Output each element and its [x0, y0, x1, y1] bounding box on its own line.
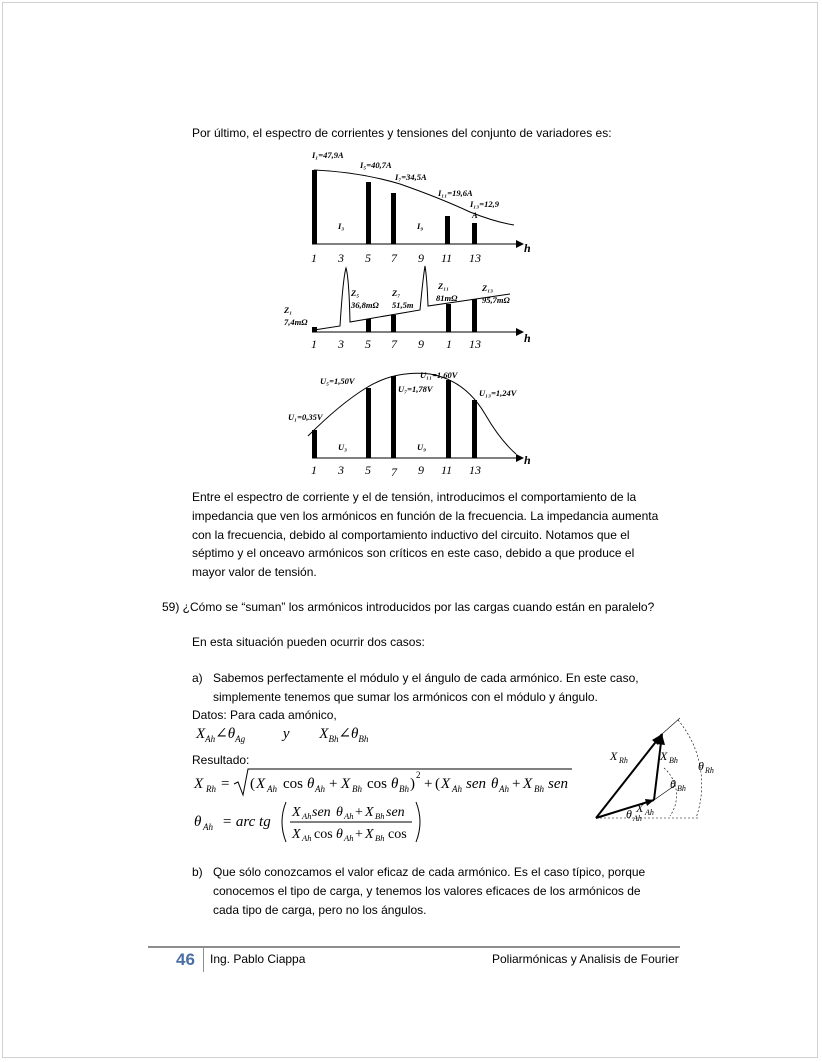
- eq2-plus: +: [355, 827, 363, 842]
- tick-9: 9: [418, 251, 424, 265]
- svg-text:): ): [410, 776, 415, 792]
- label-U11: U₁₁=1,60V: [420, 370, 458, 380]
- bar-U11: [446, 380, 451, 458]
- label-xrh: X: [610, 749, 618, 763]
- label-I13: I₁₃=12,9: [470, 199, 499, 209]
- voltage-figure: [280, 364, 540, 480]
- eq2-sub: Ah: [344, 833, 354, 843]
- label-theta-ah-sub: Ah: [633, 814, 642, 823]
- label-Z13: Z₁₃: [482, 283, 494, 293]
- tick-5: 5: [365, 463, 371, 477]
- label-theta-ah: θ: [626, 807, 632, 821]
- eq2-sub: Bh: [375, 811, 385, 821]
- bar-Z7: [391, 315, 396, 332]
- tick-3: 3: [338, 463, 344, 477]
- tick-7: 7: [391, 337, 397, 351]
- tick-11: 11: [441, 463, 453, 477]
- eq-angle: ∠θ: [215, 726, 236, 742]
- eq1-sub: Ah: [499, 784, 509, 794]
- bar-U13: [472, 400, 477, 458]
- tick-9: 9: [418, 337, 424, 351]
- tick-13: 13: [469, 337, 481, 351]
- tick-1: 1: [311, 251, 317, 265]
- eq2-lhs: θ: [194, 814, 202, 830]
- axis-h: h: [524, 331, 531, 345]
- label-I7: I₇=34,5A: [395, 172, 427, 182]
- label-U1: U₁=0,35V: [288, 412, 323, 422]
- tick-11: 1: [446, 337, 452, 351]
- eq2-x: X: [365, 827, 374, 842]
- eq-x: X: [319, 726, 329, 742]
- eq-x: X: [196, 726, 206, 742]
- axis-h: h: [524, 241, 531, 255]
- label-I1: I₁=47,9A: [312, 150, 344, 160]
- tick-1: 1: [311, 463, 317, 477]
- label-theta-rh-sub: Rh: [705, 766, 714, 775]
- intro-text: Por último, el espectro de corrientes y tensiones del conjunto de variadores es:: [192, 126, 612, 140]
- eq2-x: X: [365, 805, 374, 820]
- eq2-x: X: [292, 805, 301, 820]
- eq1-theta: θ: [307, 776, 315, 792]
- eq1-sub: Bh: [399, 784, 409, 794]
- label-Z1-value: 7,4mΩ: [284, 317, 308, 327]
- eq2-lhs-sub: Ah: [203, 822, 213, 832]
- datos-label: Datos: Para cada amónico,: [192, 708, 337, 722]
- label-Z5: Z₅: [351, 288, 360, 298]
- label-xrh-sub: Rh: [619, 756, 628, 765]
- bar-I13: [472, 223, 477, 244]
- eq1-sub: Bh: [534, 784, 544, 794]
- eq1-x: X: [341, 776, 351, 792]
- paragraph-impedance: Entre el espectro de corriente y el de tensión, introducimos el comportamiento de la impedancia que ven los armónicos en función de la frecuencia. La impedancia aumenta con la frecuencia, debido al comportamiento inductivo del circuito. Notamos que el séptimo y el onceavo armónicos son críticos en este caso, debido a que produce el mayor valor de tensión.: [192, 490, 659, 580]
- bar-Z11: [446, 304, 451, 332]
- eq-y: y: [282, 726, 290, 742]
- datos-equation: [196, 724, 368, 744]
- tick-13: 13: [469, 251, 481, 265]
- eq-sub: Bh: [358, 734, 369, 744]
- eq1-x: X: [523, 776, 533, 792]
- label-U9: U₉: [417, 442, 427, 452]
- question-59: 59) ¿Cómo se “suman” los armónicos introducidos por las cargas cuando están en paralelo?: [162, 600, 655, 614]
- eq2-sen: sen: [312, 805, 331, 820]
- bar-Z5: [366, 319, 371, 332]
- equation-xrh: [190, 766, 580, 798]
- eq2-plus: +: [355, 805, 363, 820]
- eq2-sub: Ah: [302, 833, 312, 843]
- bar-Z1: [312, 327, 317, 332]
- eq1-sen: sen: [548, 776, 568, 792]
- label-U5: U₅=1,50V: [320, 376, 355, 386]
- svg-text:(: (: [435, 776, 440, 792]
- tick-5: 5: [365, 251, 371, 265]
- cases-intro: En esta situación pueden ocurrir dos casos:: [192, 635, 425, 649]
- label-Z7-value: 51,5m: [392, 300, 414, 310]
- eq2-sub: Ah: [344, 811, 354, 821]
- footer-rule: [148, 946, 680, 948]
- label-U7: U₇=1,78V: [398, 384, 433, 394]
- eq1-sub: Ah: [452, 784, 462, 794]
- tick-1: 1: [311, 337, 317, 351]
- tick-7: 7: [391, 251, 397, 265]
- eq1-lhs: X: [194, 776, 204, 792]
- case-a-marker: a): [192, 671, 203, 685]
- label-Z5-value: 36,8mΩ: [351, 300, 379, 310]
- resultado-label: Resultado:: [192, 753, 250, 767]
- footer-title: Poliarmónicas y Analisis de Fourier: [492, 952, 679, 966]
- eq1-plus: +: [329, 776, 338, 792]
- eq1-sub: Bh: [352, 784, 362, 794]
- eq1-square: 2: [416, 770, 421, 780]
- eq2-sen: sen: [386, 805, 405, 820]
- eq2-theta: θ: [336, 805, 343, 820]
- case-b-marker: b): [192, 865, 203, 879]
- current-spectrum-figure: [280, 146, 540, 268]
- eq-sub: Bh: [328, 734, 339, 744]
- label-I3: I₃: [338, 221, 345, 231]
- bar-U5: [366, 388, 371, 458]
- eq2-cos: cos: [314, 827, 333, 842]
- svg-text:(: (: [250, 776, 255, 792]
- eq2-theta: θ: [336, 827, 343, 842]
- label-theta-bh: θ: [670, 777, 676, 791]
- footer-separator: [203, 948, 204, 972]
- bar-I1: [312, 170, 317, 244]
- label-I9: I₉: [417, 221, 424, 231]
- eq1-theta: θ: [391, 776, 399, 792]
- eq1-lhs-sub: Rh: [206, 784, 216, 794]
- eq2-cos: cos: [388, 827, 407, 842]
- label-Z11-value: 81mΩ: [436, 293, 458, 303]
- eq1-equals: =: [221, 776, 230, 792]
- bar-U1: [312, 430, 317, 458]
- label-theta-bh-sub: Bh: [677, 784, 686, 793]
- label-xah: X: [636, 801, 644, 815]
- tick-9: 9: [418, 463, 424, 477]
- case-a-text: Sabemos perfectamente el módulo y el ángulo de cada armónico. En este caso, simplemente tenemos que sumar los armónicos con el módulo y ángulo.: [213, 671, 639, 704]
- label-Z7: Z₇: [392, 288, 401, 298]
- label-xbh: X: [660, 749, 668, 763]
- axis-h: h: [524, 453, 531, 467]
- eq-sub: Ag: [235, 734, 246, 744]
- eq1-sub: Ah: [267, 784, 277, 794]
- page-number: 46: [176, 950, 195, 969]
- tick-13: 13: [469, 463, 481, 477]
- label-Z13-value: 95,7mΩ: [482, 295, 510, 305]
- label-Z1: Z₁: [284, 305, 293, 315]
- tick-7: 7: [391, 465, 397, 479]
- eq1-theta: θ: [491, 776, 499, 792]
- case-b-text: Que sólo conozcamos el valor eficaz de cada armónico. Es el caso típico, porque conocemos el tipo de carga, y tenemos los valores eficaces de los armónicos de cada tipo de carga, pero no los ángulos.: [213, 865, 646, 917]
- label-theta-rh: θ: [698, 759, 704, 773]
- eq1-x: X: [256, 776, 266, 792]
- eq1-plus: +: [424, 776, 433, 792]
- eq2-arctg: = arc tg: [222, 814, 271, 830]
- eq2-sub: Bh: [375, 833, 385, 843]
- vector-diagram: [590, 716, 720, 828]
- label-I5: I₅=40,7A: [360, 160, 392, 170]
- label-xbh-sub: Bh: [669, 756, 678, 765]
- label-U3: U₃: [338, 442, 348, 452]
- eq2-x: X: [292, 827, 301, 842]
- equation-theta: [190, 798, 430, 846]
- eq1-plus: +: [512, 776, 521, 792]
- label-I13-unit: A: [472, 210, 478, 220]
- bar-I5: [366, 182, 371, 244]
- tick-labels: [311, 463, 481, 479]
- bar-Z13: [472, 299, 477, 332]
- label-xah-sub: Ah: [645, 808, 654, 817]
- eq1-sub: Ah: [315, 784, 325, 794]
- tick-3: 3: [338, 251, 344, 265]
- tick-5: 5: [365, 337, 371, 351]
- eq2-sub: Ah: [302, 811, 312, 821]
- label-I11: I₁₁=19,6A: [438, 188, 473, 198]
- eq-sub: Ah: [205, 734, 216, 744]
- eq1-cos: cos: [283, 776, 303, 792]
- tick-labels: [311, 337, 481, 351]
- impedance-figure: [280, 258, 540, 354]
- eq1-sen: sen: [466, 776, 486, 792]
- bar-I11: [445, 216, 450, 244]
- label-Z11: Z₁₁: [438, 281, 450, 291]
- eq1-x: X: [441, 776, 451, 792]
- tick-3: 3: [338, 337, 344, 351]
- eq-angle: ∠θ: [338, 726, 359, 742]
- tick-11: 11: [441, 251, 453, 265]
- bar-U7: [391, 376, 396, 458]
- bar-I7: [391, 193, 396, 244]
- label-U13: U₁₃=1,24V: [479, 388, 517, 398]
- eq1-cos: cos: [367, 776, 387, 792]
- footer-author: Ing. Pablo Ciappa: [210, 952, 306, 966]
